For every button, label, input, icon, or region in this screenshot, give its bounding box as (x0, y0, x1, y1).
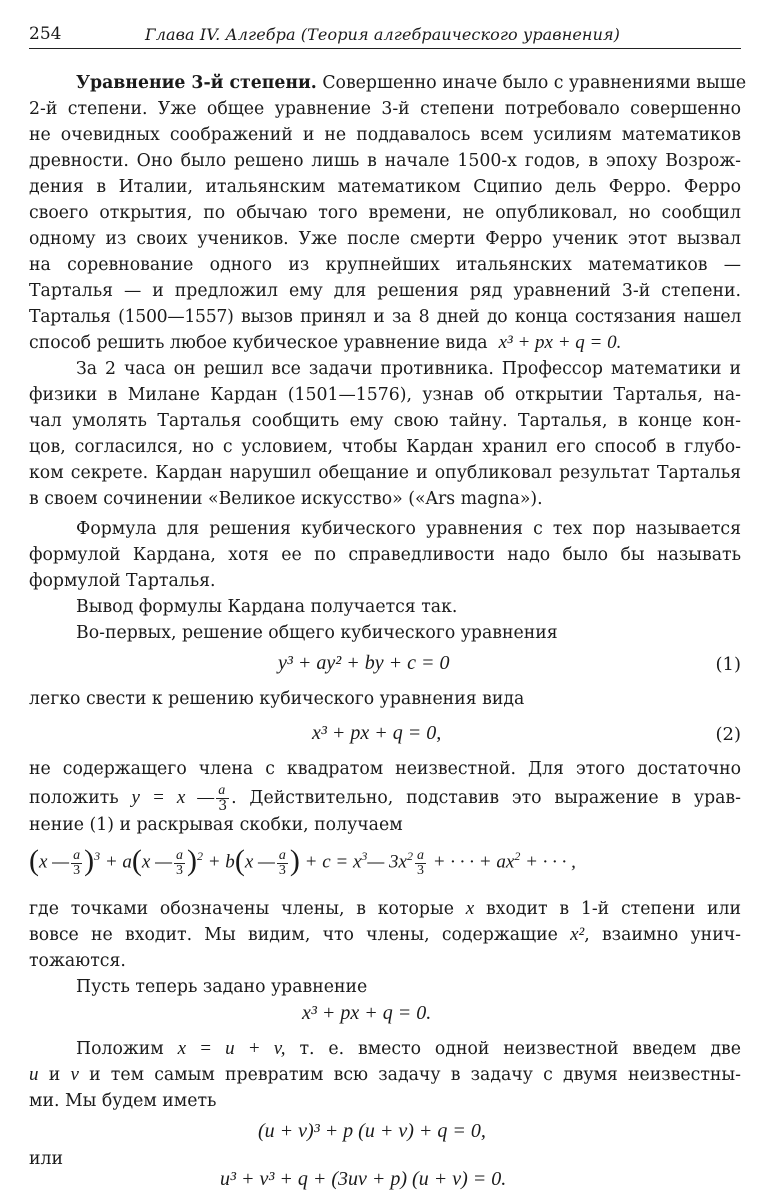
equation-number-2: (2) (715, 724, 741, 745)
text-line: древности. Оно было решено лишь в начале 1500-х годов, в эпоху Возрож- (29, 151, 741, 171)
inline-math: v (70, 1064, 79, 1085)
text-line: нение (1) и раскрывая скобки, получаем (29, 815, 403, 835)
text-span: способ решить любое кубическое уравнение вида (29, 333, 488, 353)
text-line: Вывод формулы Кардана получается так. (76, 597, 458, 617)
text-line (29, 70, 747, 96)
text-line: не содержащего члена с квадратом неизвестной. Для этого достаточно (29, 759, 741, 779)
inline-math: x² (570, 924, 585, 945)
text-line: тожаются. (29, 951, 126, 971)
text-line: ми. Мы будем иметь (29, 1091, 217, 1111)
text-line (29, 1062, 741, 1088)
inline-math: y = x — (131, 787, 215, 808)
running-title: Глава IV. Алгебра (Теория алгебраического уравнения) (145, 25, 621, 44)
text-line: За 2 часа он решил все задачи противника. Профессор математики и (76, 359, 741, 379)
text-span: и (48, 1065, 61, 1085)
text-line (29, 784, 741, 813)
equation-1: y³ + ay² + by + c = 0 (278, 652, 450, 674)
equation-2: x³ + px + q = 0, (312, 722, 442, 744)
text-span: входит в 1-й степени или (485, 899, 742, 919)
equation-6: u³ + v³ + q + (3uv + p) (u + v) = 0. (220, 1168, 507, 1190)
text-span: где точками обозначены члены, в которые (29, 899, 454, 919)
text-span: Положим (76, 1039, 164, 1059)
inline-math: x = u + v, (177, 1038, 286, 1059)
inline-math: u (29, 1064, 39, 1085)
text-line: физики в Милане Кардан (1501—1576), узнав об открытии Тарталья, на- (29, 385, 741, 405)
text-line: дения в Италии, итальянским математиком Сципио дель Ферро. Ферро (29, 177, 741, 197)
text-line: Формула для решения кубического уравнения с тех пор называется (76, 519, 741, 539)
page-number: 254 (29, 24, 62, 44)
text-line: ком секрете. Кардан нарушил обещание и опубликовал результат Тарталья (29, 463, 741, 483)
text-line: цов, согласился, но с условием, чтобы Кардан хранил его способ в глубо- (29, 437, 741, 457)
text-line: в своем сочинении «Великое искусство» («Ars magna»). (29, 489, 543, 509)
text-span: положить (29, 788, 119, 808)
text-line: Пусть теперь задано уравнение (76, 977, 368, 997)
text-line: Во-первых, решение общего кубического уравнения (76, 623, 558, 643)
equation-5: (u + v)³ + p (u + v) + q = 0, (258, 1120, 486, 1142)
text-span: т. е. вместо одной неизвестной введем две (299, 1039, 741, 1059)
fraction-denominator: 3 (218, 798, 228, 814)
equation-4: x³ + px + q = 0. (302, 1002, 432, 1024)
text-line: Тарталья — и предложил ему для решения ряд уравнений 3-й степени. (29, 281, 741, 301)
text-line: чал умолять Тарталья сообщить ему свою тайну. Тарталья, в конце кон- (29, 411, 741, 431)
text-line: легко свести к решению кубического уравнения вида (29, 689, 525, 709)
text-line: Тарталья (1500—1557) вызов принял и за 8 дней до конца состязания нашел (29, 307, 741, 327)
text-line (29, 896, 741, 922)
text-line: своего открытия, по обычаю того времени, не опубликовал, но сообщил (29, 203, 741, 223)
text-line: одному из своих учеников. Уже после смерти Ферро ученик этот вызвал (29, 229, 741, 249)
page-header (29, 24, 741, 49)
text-line: формулой Тарталья. (29, 571, 216, 591)
text-line (29, 330, 741, 356)
text-span: . Действительно, подставив это выражение в урав- (231, 788, 741, 808)
fraction-numerator: a (216, 784, 229, 799)
inline-math: x³ + px + q = 0. (498, 332, 622, 353)
text-span: вовсе не входит. Мы видим, что члены, содержащие (29, 925, 558, 945)
text-line (29, 1036, 741, 1062)
text-line: или (29, 1149, 64, 1169)
text-line: 2-й степени. Уже общее уравнение 3-й степени потребовало совершенно (29, 99, 741, 119)
text-span: , взаимно унич- (584, 925, 741, 945)
text-span: Совершенно иначе было с уравнениями выше (322, 73, 747, 93)
text-line: на соревнование одного из крупнейших итальянских математиков — (29, 255, 741, 275)
text-line: формулой Кардана, хотя ее по справедливости надо было бы называть (29, 545, 741, 565)
text-span: и тем самым превратим всю задачу в задачу с двумя неизвестны- (89, 1065, 742, 1085)
section-heading: Уравнение 3-й степени. (76, 73, 317, 93)
equation-3: (x — $\frac{a}{3}$ )$^3$ + a(x — $\frac{a}{3}$ )$^2$ + b(x — $\frac{a}{3}$ ) + $c = x^3—$ $3x^2$ $\frac{a}{3}$ + · · · + $ax^2$ + · · · , (29, 844, 576, 878)
fraction (216, 784, 229, 813)
text-line: не очевидных соображений и не поддавалось всем усилиям математиков (29, 125, 741, 145)
inline-math: x (465, 898, 475, 919)
text-line (29, 922, 741, 948)
equation-number-1: (1) (715, 654, 741, 675)
